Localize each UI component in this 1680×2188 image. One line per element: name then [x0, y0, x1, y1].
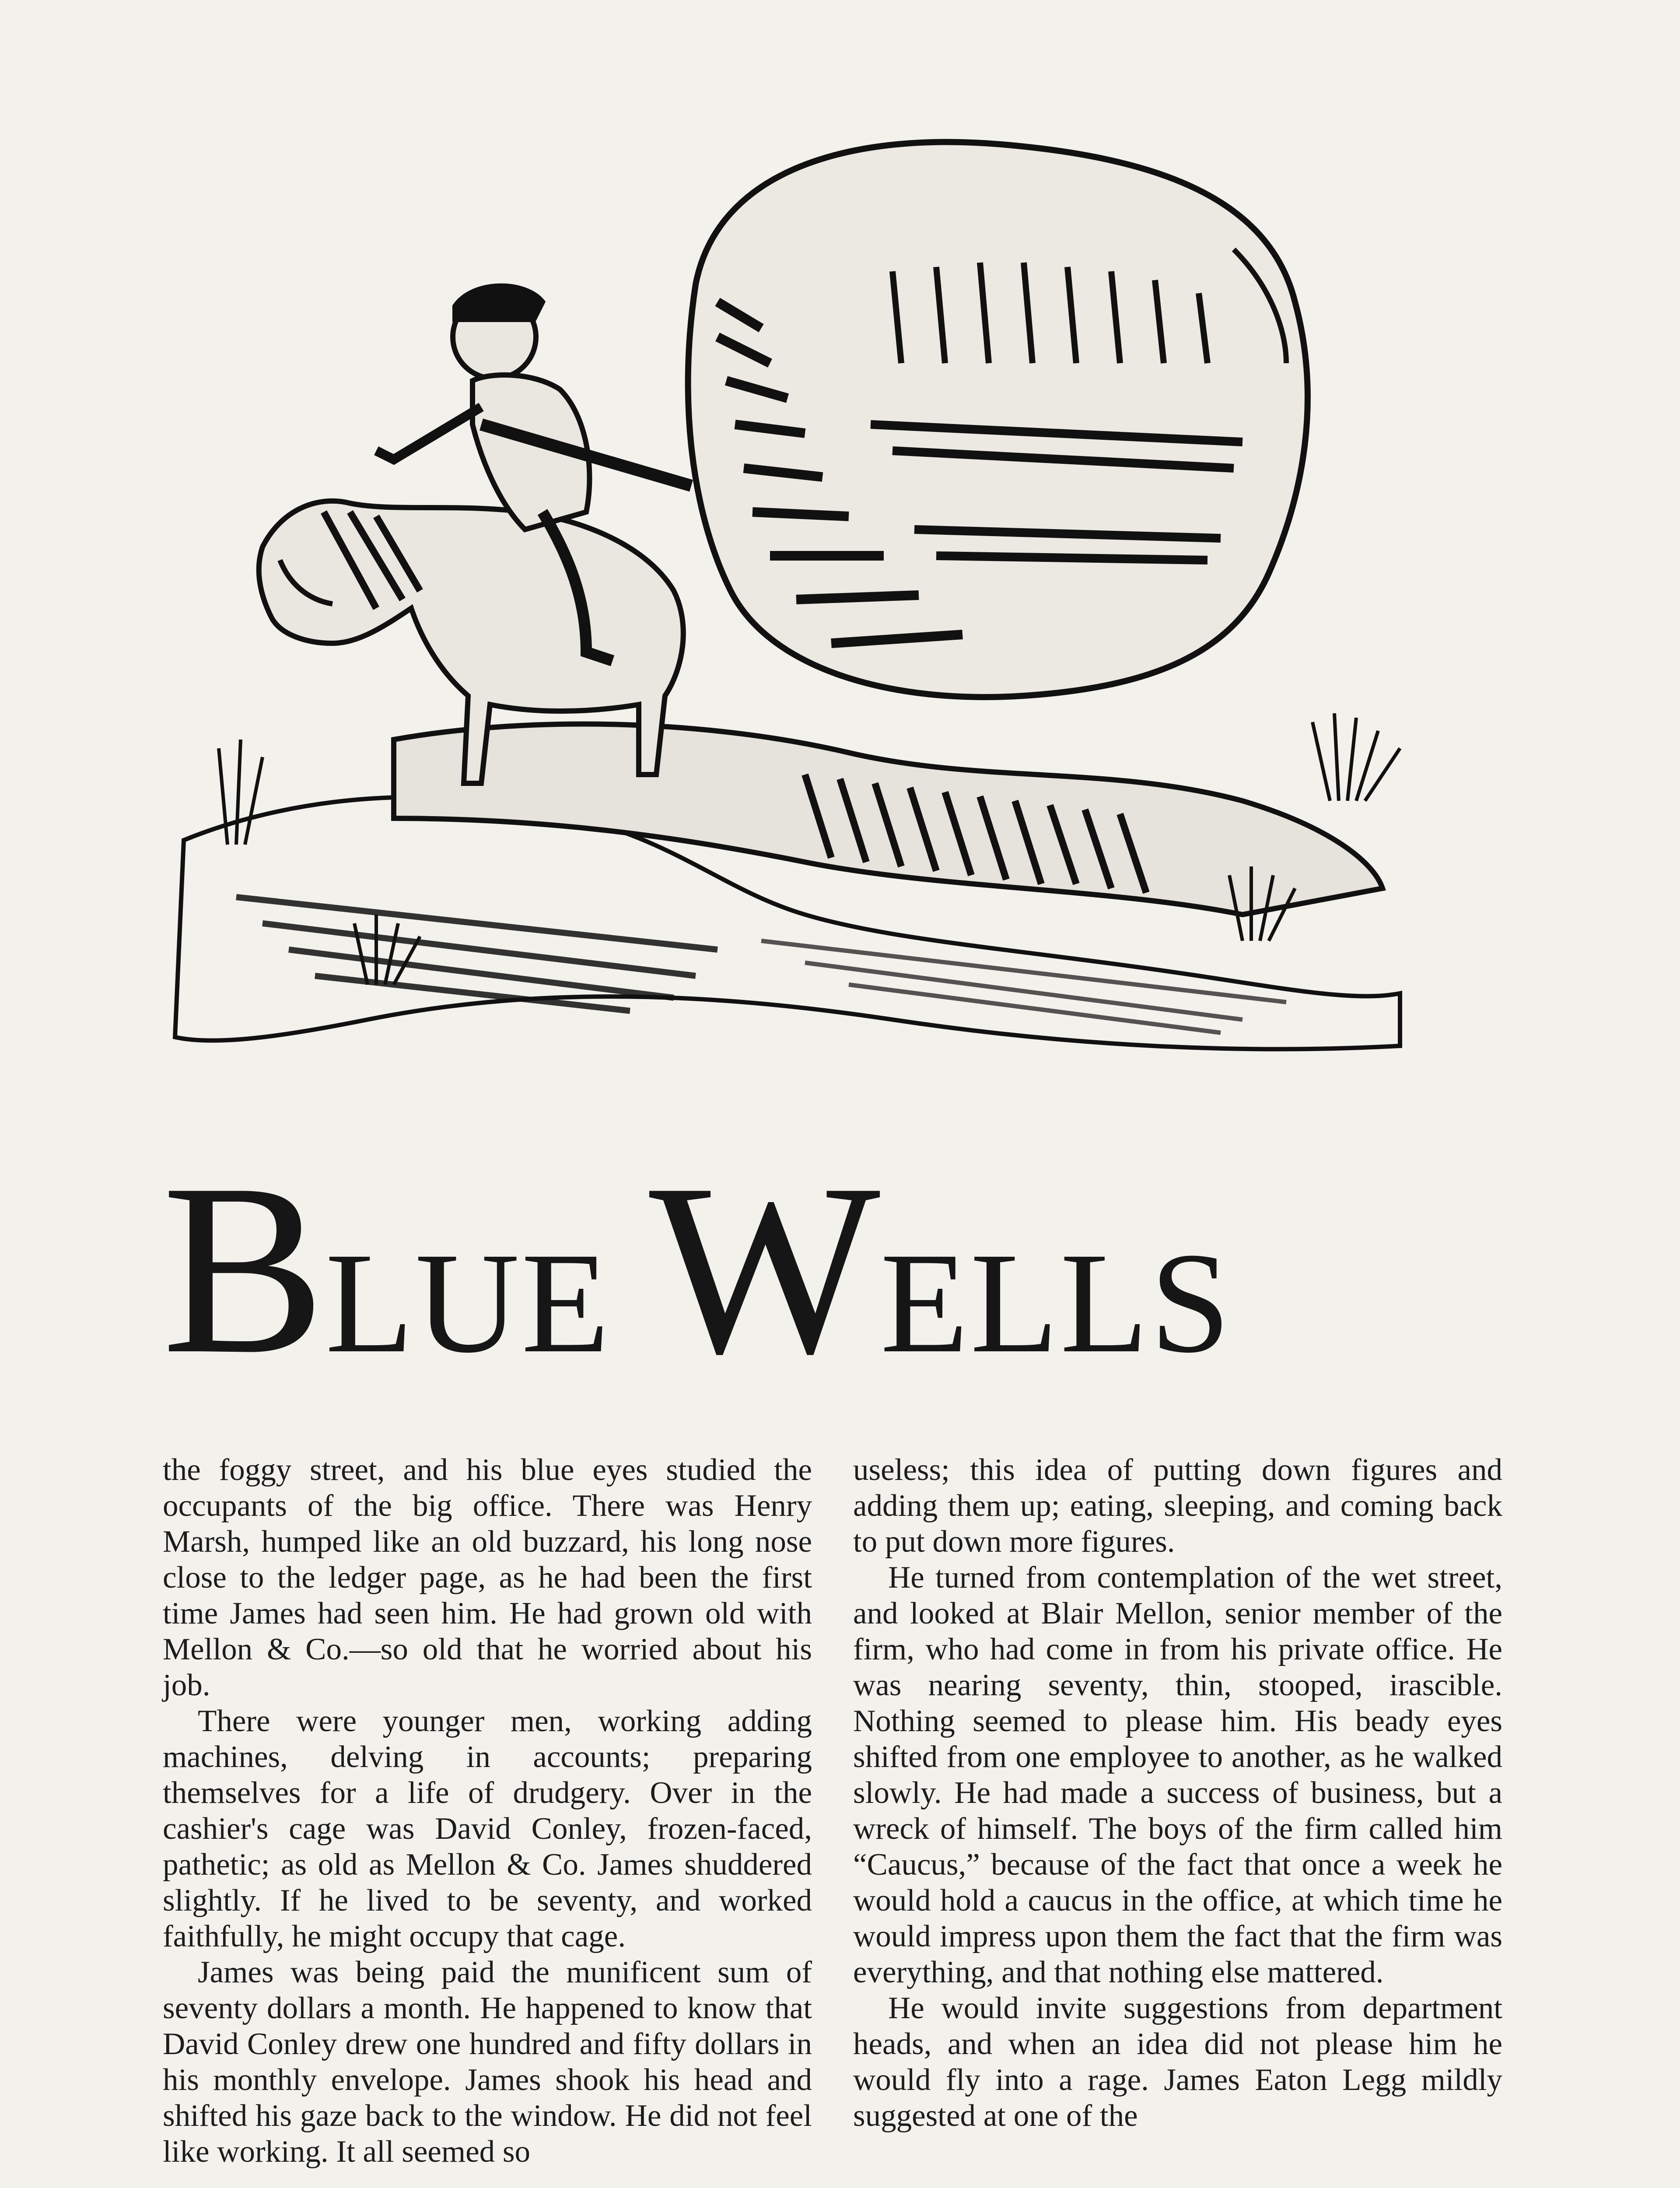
paragraph: There were younger men, working adding machines, delving in accounts; preparing themselves for a life of drudgery. Over in the cashier's cage was David Conley, frozen-faced, pathetic; as old as Mellon & Co. James shuddered slightly. If he lived to be seventy, and worked faithfully, he might occupy that cage.: [163, 1704, 812, 1953]
boulder: [688, 142, 1308, 697]
paragraph: the foggy street, and his blue eyes studied the occupants of the big office. There was Henry Marsh, humped like an old buzzard, his long nose close to the ledger page, as he had been the first time James had seen him. He had grown old with Mellon & Co.—so old that he worried about his job.: [163, 1453, 812, 1702]
text-column-left: [163, 1452, 812, 2170]
title-second-initial: W: [649, 1133, 881, 1405]
story-title: [162, 1133, 1431, 1405]
title-first-rest: LUE: [325, 1223, 611, 1383]
title-second-rest: ELLS: [880, 1223, 1232, 1383]
text-column-right: [853, 1452, 1502, 2134]
paragraph: He turned from contemplation of the wet street, and looked at Blair Mellon, senior member of the firm, who had come in from his private office. He was nearing seventy, thin, stooped, irascible. Nothing seemed to please him. His beady eyes shifted from one employee to another, as he walked slowly. He had made a success of business, but a wreck of himself. The boys of the firm called him “Caucus,” because of the fact that once a week he would hold a caucus in the office, at which time he would impress upon them the fact that the firm was everything, and that nothing else mattered.: [853, 1560, 1502, 1989]
rider-and-boulder-illustration: [149, 118, 1418, 1160]
title-first-initial: B: [162, 1133, 326, 1405]
paragraph: He would invite suggestions from department heads, and when an idea did not please him he would fly into a rage. James Eaton Legg mildly suggested at one of the: [853, 1991, 1502, 2133]
paragraph: James was being paid the munificent sum of seventy dollars a month. He happened to know that David Conley drew one hundred and fifty dollars in his monthly envelope. James shook his head and shifted his gaze back to the window. He did not feel like working. It all seemed so: [163, 1955, 812, 2169]
paragraph: useless; this idea of putting down figures and adding them up; eating, sleeping, and coming back to put down more figures.: [853, 1453, 1502, 1559]
